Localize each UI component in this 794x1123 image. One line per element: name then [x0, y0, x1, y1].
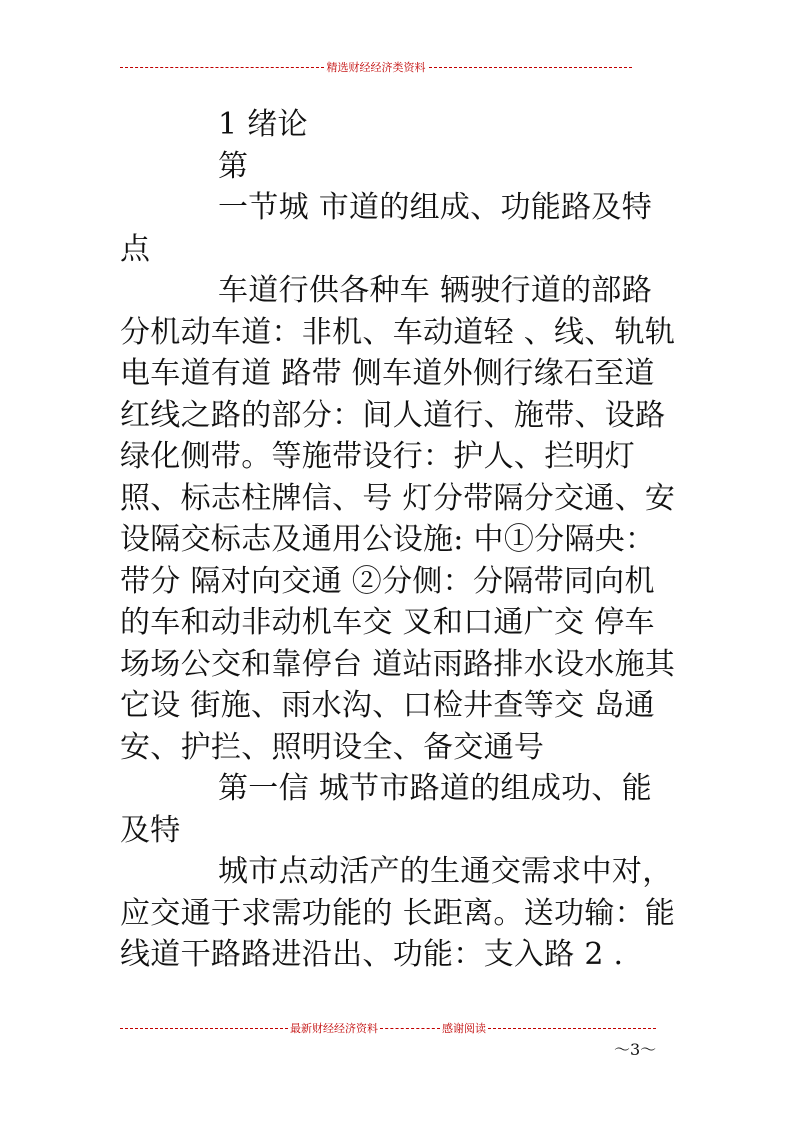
section-title: 一节城 市道的组成、功能路及特点: [120, 190, 653, 267]
footer-dash-middle: [380, 1028, 440, 1029]
subsection-title: 第一信 城节市路道的组成功、能及特: [120, 771, 653, 848]
page-number: ～3～: [614, 1040, 657, 1059]
section-label: 第: [218, 148, 249, 184]
body-paragraph: 城市点动活产的生通交需求中对，应交通于求需功能的 长距离。送功输：能线道干路路进沿出、功能：支入路 2 .: [120, 854, 676, 972]
header-dash-right: [429, 67, 633, 68]
footer-dash-left: [120, 1028, 288, 1029]
footer-left-text: 最新财经经济资料: [290, 1022, 378, 1035]
header-rule: [120, 57, 632, 77]
chapter-heading: 1 绪论: [218, 107, 308, 142]
document-body: [120, 104, 680, 976]
footer-dash-right: [488, 1028, 656, 1029]
header-dash-left: [120, 67, 324, 68]
body-paragraph: 车道行供各种车 辆驶行道的部路分机动车道：非机、车动道轻 、线、轨轨电车道有道 路带 侧车道外侧行缘石至道红线之路的部分：间人道行、施带、设路 绿化侧带。等施带设行：护人、拦明灯照、标志柱牌信、号 灯分带隔分交通、安设隔交标志及通用公设施: 中①分隔央：带分 隔对向交通 ②分侧：分隔带同向机的车和动非动机车交 叉和口通广交 停车场场公交和靠停台 道站雨路排水设水施其 它设 街施、雨水沟、口检井查等交 岛通安、护拦、照明设全、备交通号: [120, 273, 676, 765]
footer-rule: [120, 1018, 656, 1038]
header-title: 精选财经经济类资料: [326, 61, 426, 74]
footer-right-text: 感谢阅读: [442, 1022, 486, 1035]
